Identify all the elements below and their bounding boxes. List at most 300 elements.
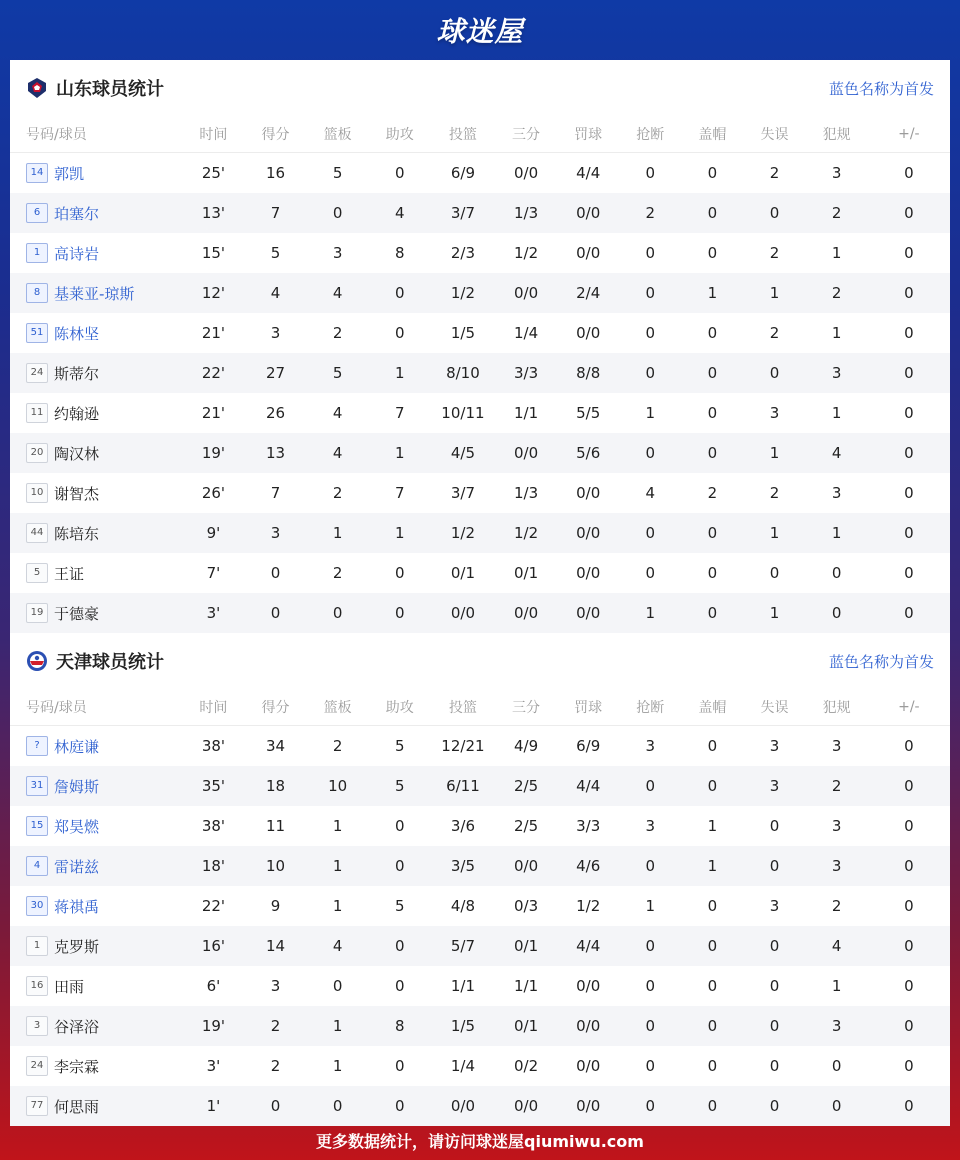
stat-cell: 3: [806, 846, 868, 886]
stat-cell: 0: [681, 1006, 743, 1046]
stat-cell: 0: [769, 817, 780, 835]
jersey-number-badge: 19: [26, 603, 48, 623]
stat-cell: 1/2: [431, 513, 495, 553]
stat-cell: 3: [831, 817, 842, 835]
table-row: [10, 193, 950, 233]
stat-cell: 1/4: [450, 1057, 475, 1075]
stat-cell: 5: [395, 737, 405, 755]
stat-cell: 2/4: [557, 273, 619, 313]
stat-cell: 2: [769, 244, 780, 262]
stat-cell: 1: [369, 433, 431, 473]
column-header: 三分: [495, 116, 557, 153]
stat-cell: 2: [806, 766, 868, 806]
column-header: 号码/球员: [10, 116, 182, 153]
player-name[interactable]: 基莱亚-琼斯: [54, 284, 135, 303]
stat-cell: 1: [307, 846, 369, 886]
player-cell: [10, 193, 182, 233]
stat-cell: 3: [645, 737, 656, 755]
stat-cell: 1: [743, 513, 805, 553]
column-header: +/-: [868, 116, 950, 153]
table-body: [10, 726, 950, 1127]
stat-cell: 3/3: [576, 817, 601, 835]
stat-cell: 35': [182, 766, 244, 806]
table-header-row: [10, 689, 950, 726]
column-header: 得分: [244, 689, 306, 726]
stat-cell: 0: [619, 1006, 681, 1046]
player-cell: [10, 846, 182, 886]
player-cell: [10, 1006, 182, 1046]
stat-cell: 1: [681, 273, 743, 313]
jersey-number-badge: 10: [26, 483, 48, 503]
stat-cell: 18': [182, 846, 244, 886]
stat-cell: 3: [270, 324, 281, 342]
stat-cell: 0: [645, 1057, 656, 1075]
stat-cell: 0: [743, 1006, 805, 1046]
stat-cell: 2: [332, 564, 343, 582]
jersey-number-badge: 31: [26, 776, 48, 796]
table-row: [10, 553, 950, 593]
stat-cell: 0: [904, 244, 914, 262]
stat-cell: 0: [904, 564, 914, 582]
stat-cell: 0/1: [495, 926, 557, 966]
stat-cell: 1: [369, 513, 431, 553]
player-name[interactable]: 陈林坚: [54, 324, 100, 343]
stat-cell: 4/4: [557, 926, 619, 966]
stat-cell: 4: [307, 926, 369, 966]
stat-cell: 5/5: [576, 404, 601, 422]
stat-cell: 0: [831, 564, 842, 582]
stat-cell: 0: [619, 926, 681, 966]
stat-cell: 1: [831, 324, 842, 342]
stat-cell: 0: [270, 564, 281, 582]
table-row: [10, 313, 950, 353]
stat-cell: 4: [307, 433, 369, 473]
stat-cell: 1: [307, 513, 369, 553]
stat-cell: 0: [395, 1057, 405, 1075]
table-row: [10, 766, 950, 806]
stat-cell: 0/0: [495, 1086, 557, 1126]
player-cell: [10, 473, 182, 513]
player-stats-table: [10, 689, 950, 1126]
stat-cell: 1: [743, 273, 805, 313]
stat-cell: 1/2: [431, 273, 495, 313]
stat-cell: 1: [743, 593, 805, 633]
table-row: [10, 513, 950, 553]
stat-cell: 6/11: [431, 766, 495, 806]
stat-cell: 3: [831, 164, 842, 182]
stat-cell: 0: [307, 193, 369, 233]
player-cell: [10, 153, 182, 194]
player-cell: [10, 513, 182, 553]
section-title: 山东球员统计: [56, 79, 164, 100]
stat-cell: 0: [681, 926, 743, 966]
stat-cell: 1: [831, 404, 842, 422]
player-cell: [10, 726, 182, 767]
stat-cell: 2: [332, 324, 343, 342]
stat-cell: 2: [244, 1006, 306, 1046]
stat-cell: 0: [868, 926, 950, 966]
stat-cell: 2: [831, 897, 842, 915]
table-row: [10, 966, 950, 1006]
stat-cell: 22': [201, 897, 226, 915]
stat-cell: 0: [743, 193, 805, 233]
table-row: [10, 1046, 950, 1086]
table-header-row: [10, 116, 950, 153]
table-row: [10, 806, 950, 846]
stat-cell: 12/21: [441, 737, 485, 755]
player-name: 谷泽浴: [54, 1017, 100, 1036]
footer-banner: [0, 1120, 960, 1160]
column-header: 篮板: [307, 689, 369, 726]
stat-cell: 0: [395, 977, 405, 995]
stat-cell: 0: [619, 433, 681, 473]
stat-cell: 0/0: [576, 977, 601, 995]
stat-cell: 4: [369, 193, 431, 233]
top-header: [0, 0, 960, 60]
player-cell: [10, 273, 182, 313]
stat-cell: 4/6: [557, 846, 619, 886]
stat-cell: 7: [270, 484, 281, 502]
player-name[interactable]: 雷诺兹: [54, 857, 100, 876]
table-row: [10, 233, 950, 273]
stat-cell: 22': [182, 353, 244, 393]
stat-cell: 0/0: [576, 244, 601, 262]
stat-cell: 0/2: [513, 1057, 539, 1075]
stat-cell: 4/4: [576, 164, 601, 182]
stat-cell: 0: [332, 977, 343, 995]
stat-cell: 1/1: [450, 977, 475, 995]
player-name[interactable]: 高诗岩: [54, 244, 100, 263]
table-row: [10, 273, 950, 313]
stat-cell: 19': [182, 1006, 244, 1046]
column-header: 罚球: [557, 116, 619, 153]
stat-cell: 0: [307, 593, 369, 633]
stat-cell: 0: [707, 564, 718, 582]
stat-cell: 4/9: [513, 737, 539, 755]
stat-cell: 3: [244, 513, 306, 553]
column-header: 失误: [743, 689, 805, 726]
stat-cell: 10: [307, 766, 369, 806]
stat-cell: 0: [868, 846, 950, 886]
stat-cell: 0: [904, 817, 914, 835]
stat-cell: 0: [244, 593, 306, 633]
stat-cell: 0/0: [557, 1086, 619, 1126]
stat-cell: 0: [681, 766, 743, 806]
stat-cell: 2: [769, 324, 780, 342]
stat-cell: 0: [681, 193, 743, 233]
player-name: 何思雨: [54, 1097, 100, 1116]
stat-cell: 4/8: [450, 897, 475, 915]
stat-cell: 3': [206, 1057, 221, 1075]
stat-cell: 0: [681, 353, 743, 393]
stat-cell: 3: [769, 737, 780, 755]
jersey-number-badge: 24: [26, 1056, 48, 1076]
jersey-number-badge: 1: [26, 243, 48, 263]
stat-cell: 1: [645, 897, 656, 915]
stat-cell: 1: [831, 244, 842, 262]
player-name: 斯蒂尔: [54, 364, 100, 383]
jersey-number-badge: 20: [26, 443, 48, 463]
stat-cell: 34: [266, 737, 286, 755]
table-row: [10, 153, 950, 194]
stat-cell: 4: [645, 484, 656, 502]
player-name[interactable]: 珀塞尔: [54, 204, 100, 223]
stat-cell: 6/9: [450, 164, 475, 182]
stat-cell: 0: [619, 353, 681, 393]
stat-cell: 0/0: [495, 593, 557, 633]
jersey-number-badge: 77: [26, 1096, 48, 1116]
stat-cell: 3: [645, 817, 656, 835]
stat-cell: 0: [707, 1057, 718, 1075]
stat-cell: 7: [395, 404, 405, 422]
table-row: [10, 433, 950, 473]
stat-cell: 2/5: [495, 766, 557, 806]
player-cell: [10, 233, 182, 273]
tianjin-team-logo-icon: [26, 650, 48, 672]
stat-cell: 0: [645, 564, 656, 582]
player-cell: [10, 433, 182, 473]
stat-cell: 19': [182, 433, 244, 473]
stat-cell: 0/0: [513, 164, 539, 182]
stat-cell: 0: [868, 353, 950, 393]
stat-cell: 0: [619, 1086, 681, 1126]
player-cell: [10, 313, 182, 353]
stat-cell: 15': [201, 244, 226, 262]
stat-cell: 0: [769, 1057, 780, 1075]
stat-cell: 1: [307, 1006, 369, 1046]
stat-cell: 0: [904, 164, 914, 182]
column-header: 犯规: [806, 689, 868, 726]
stat-cell: 3: [806, 1006, 868, 1046]
player-cell: [10, 353, 182, 393]
stat-cell: 4: [244, 273, 306, 313]
jersey-number-badge: 8: [26, 283, 48, 303]
stat-cell: 0: [681, 513, 743, 553]
stat-cell: 38': [201, 737, 226, 755]
stat-cell: 0: [307, 1086, 369, 1126]
stat-cell: 0: [645, 977, 656, 995]
stat-cell: 0/0: [576, 1057, 601, 1075]
stat-cell: 18: [244, 766, 306, 806]
table-row: [10, 926, 950, 966]
stat-cell: 0: [395, 564, 405, 582]
table-row: [10, 1006, 950, 1046]
stat-cell: 0/0: [557, 193, 619, 233]
jersey-number-badge: 51: [26, 323, 48, 343]
stat-cell: 3: [270, 977, 281, 995]
stat-cell: 0: [645, 324, 656, 342]
stat-cell: 0: [831, 1057, 842, 1075]
table-row: [10, 473, 950, 513]
jersey-number-badge: 30: [26, 896, 48, 916]
stat-cell: 0/1: [495, 1006, 557, 1046]
stat-cell: 0/3: [513, 897, 539, 915]
stat-cell: 0/0: [495, 273, 557, 313]
stat-cell: 2: [332, 737, 343, 755]
stat-cell: 2: [769, 164, 780, 182]
stat-cell: 0: [904, 484, 914, 502]
stat-cell: 1/3: [495, 193, 557, 233]
stat-cell: 1: [332, 817, 343, 835]
stat-cell: 0: [868, 766, 950, 806]
jersey-number-badge: 24: [26, 363, 48, 383]
player-name[interactable]: 蒋祺禹: [54, 897, 100, 916]
stat-cell: 0/0: [431, 593, 495, 633]
table-body: [10, 153, 950, 634]
section-header: [10, 633, 950, 689]
stat-cell: 2: [619, 193, 681, 233]
jersey-number-badge: 5: [26, 563, 48, 583]
stat-cell: 2: [332, 484, 343, 502]
stat-cell: 0: [707, 737, 718, 755]
stat-cell: 0: [681, 593, 743, 633]
starter-legend-note: 蓝色名称为首发: [828, 79, 934, 98]
stat-cell: 0: [619, 766, 681, 806]
stat-cell: 1: [806, 513, 868, 553]
stat-cell: 0: [868, 193, 950, 233]
stat-cell: 6': [206, 977, 221, 995]
stat-cell: 1: [645, 404, 656, 422]
stat-cell: 25': [201, 164, 226, 182]
player-name: 陈培东: [54, 524, 100, 543]
stat-cell: 8: [369, 1006, 431, 1046]
stat-cell: 0: [904, 737, 914, 755]
player-name: 克罗斯: [54, 937, 100, 956]
stat-cell: 9': [182, 513, 244, 553]
stat-cell: 1/2: [495, 513, 557, 553]
column-header: 助攻: [369, 689, 431, 726]
stat-cell: 7: [395, 484, 405, 502]
stat-cell: 0/0: [557, 593, 619, 633]
stat-cell: 0: [743, 1086, 805, 1126]
stat-cell: 12': [182, 273, 244, 313]
stat-cell: 11: [266, 817, 286, 835]
stat-cell: 5: [369, 766, 431, 806]
stat-cell: 4: [332, 404, 343, 422]
player-cell: [10, 1046, 182, 1086]
player-cell: [10, 886, 182, 926]
stat-cell: 1: [332, 1057, 343, 1075]
stat-cell: 4: [307, 273, 369, 313]
stat-cell: 5/6: [557, 433, 619, 473]
player-name: 李宗霖: [54, 1057, 100, 1076]
jersey-number-badge: 44: [26, 523, 48, 543]
column-header: +/-: [868, 689, 950, 726]
stat-cell: 0/0: [557, 513, 619, 553]
table-row: [10, 846, 950, 886]
table-row: [10, 726, 950, 767]
stat-cell: 38': [201, 817, 226, 835]
player-name[interactable]: 郭凯: [54, 164, 85, 183]
stat-cell: 0: [743, 926, 805, 966]
player-cell: [10, 766, 182, 806]
team-section-tianjin: [10, 633, 950, 1126]
table-row: [10, 353, 950, 393]
stat-cell: 2/3: [450, 244, 475, 262]
stat-cell: 0: [681, 1086, 743, 1126]
column-header: 投篮: [431, 116, 495, 153]
stat-cell: 0: [395, 164, 405, 182]
player-name[interactable]: 林庭谦: [54, 737, 100, 756]
stat-cell: 0: [868, 433, 950, 473]
stat-cell: 1: [369, 353, 431, 393]
player-name: 陶汉林: [54, 444, 100, 463]
stat-cell: 4: [806, 433, 868, 473]
stat-cell: 3/7: [450, 484, 475, 502]
jersey-number-badge: 14: [26, 163, 48, 183]
jersey-number-badge: 4: [26, 856, 48, 876]
stat-cell: 0: [806, 1086, 868, 1126]
jersey-number-badge: 6: [26, 203, 48, 223]
stat-cell: 13': [182, 193, 244, 233]
stat-cell: 0: [707, 977, 718, 995]
stat-cell: 1/1: [513, 977, 539, 995]
column-header: 三分: [495, 689, 557, 726]
player-cell: [10, 593, 182, 633]
jersey-number-badge: ?: [26, 736, 48, 756]
stat-cell: 0: [645, 244, 656, 262]
stat-cell: 0: [904, 977, 914, 995]
stat-cell: 5: [270, 244, 281, 262]
stat-cell: 2: [806, 193, 868, 233]
player-cell: [10, 966, 182, 1006]
stat-cell: 3: [831, 484, 842, 502]
column-header: 抢断: [619, 689, 681, 726]
stat-cell: 1/2: [513, 244, 539, 262]
player-name[interactable]: 詹姆斯: [54, 777, 100, 796]
jersey-number-badge: 16: [26, 976, 48, 996]
section-title: 天津球员统计: [56, 652, 164, 673]
stat-cell: 26: [266, 404, 286, 422]
stat-cell: 0: [707, 324, 718, 342]
stat-cell: 1: [743, 433, 805, 473]
stat-cell: 6/9: [576, 737, 601, 755]
stat-cell: 2: [707, 484, 718, 502]
stat-cell: 0: [619, 846, 681, 886]
stat-cell: 0/0: [576, 564, 601, 582]
player-name[interactable]: 郑昊燃: [54, 817, 100, 836]
jersey-number-badge: 1: [26, 936, 48, 956]
stat-cell: 3/3: [495, 353, 557, 393]
player-name: 于德豪: [54, 604, 100, 623]
stat-cell: 0/1: [450, 564, 475, 582]
stat-cell: 0: [707, 244, 718, 262]
stat-cell: 1/4: [513, 324, 539, 342]
stat-cell: 10/11: [441, 404, 485, 422]
stat-cell: 0: [868, 273, 950, 313]
stat-cell: 3': [182, 593, 244, 633]
jersey-number-badge: 15: [26, 816, 48, 836]
stat-cell: 0: [868, 1006, 950, 1046]
player-cell: [10, 806, 182, 846]
column-header: 时间: [182, 689, 244, 726]
stat-cell: 10: [244, 846, 306, 886]
stat-cell: 0: [707, 404, 718, 422]
site-logo: 球迷屋: [436, 15, 524, 48]
stat-cell: 8/10: [431, 353, 495, 393]
stat-cell: 0: [769, 564, 780, 582]
stat-cell: 0: [904, 1057, 914, 1075]
stat-cell: 0: [806, 593, 868, 633]
starter-legend-note: 蓝色名称为首发: [828, 652, 934, 671]
footer-text: 更多数据统计，请访问球迷屋qiumiwu.com: [316, 1131, 644, 1151]
stat-cell: 21': [201, 404, 226, 422]
player-cell: [10, 393, 182, 433]
table-row: [10, 593, 950, 633]
stat-cell: 0: [395, 817, 405, 835]
stat-cell: 3: [332, 244, 343, 262]
stat-cell: 16: [266, 164, 286, 182]
